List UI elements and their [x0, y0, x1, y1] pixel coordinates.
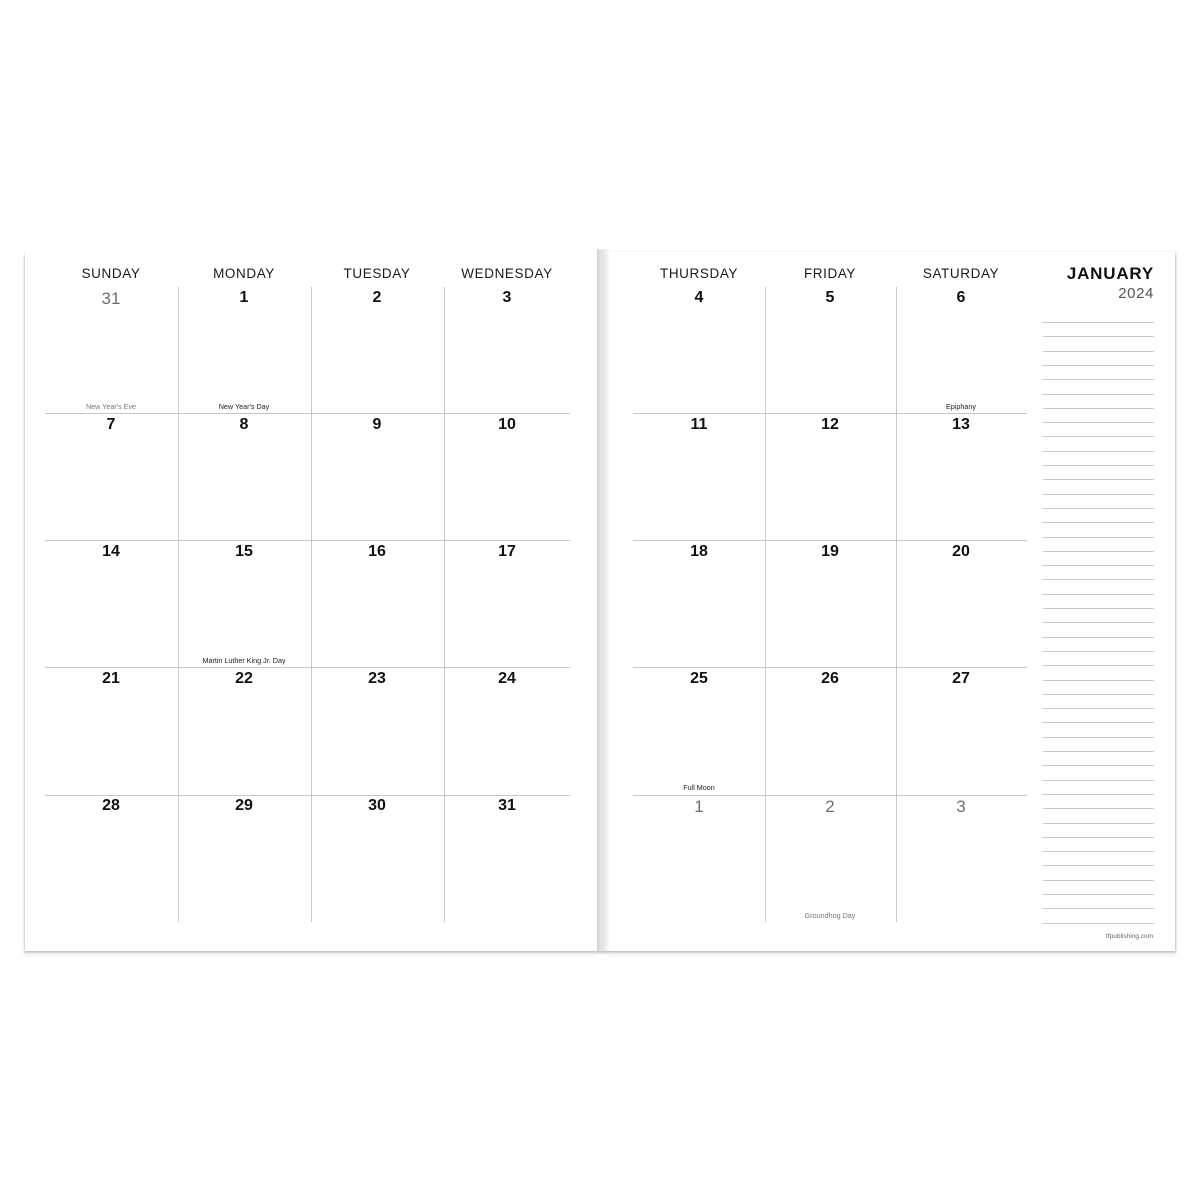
day-number: 1 [694, 797, 704, 816]
header-thursday: THURSDAY [659, 266, 739, 281]
day-number: 3 [956, 797, 966, 816]
grid-vline [178, 287, 179, 922]
note-line [1043, 665, 1154, 666]
day-number: 9 [372, 416, 382, 433]
grid-vline [444, 287, 445, 922]
day-number: 12 [821, 416, 839, 433]
day-number: 31 [101, 289, 121, 308]
holiday-label: Groundhog Day [804, 911, 856, 920]
note-line [1043, 880, 1154, 881]
day-number: 17 [498, 543, 516, 560]
note-line [1043, 608, 1154, 609]
day-number: 1 [239, 289, 249, 306]
note-line [1043, 379, 1154, 380]
note-line [1043, 422, 1154, 423]
note-line [1043, 751, 1154, 752]
day-number: 14 [102, 543, 120, 560]
note-line [1043, 351, 1154, 352]
holiday-label: Full Moon [683, 783, 715, 792]
right-page [610, 252, 1175, 951]
note-line [1043, 436, 1154, 437]
day-number: 31 [498, 797, 516, 814]
note-line [1043, 680, 1154, 681]
grid-hline [45, 667, 570, 668]
note-line [1043, 794, 1154, 795]
grid-hline [633, 413, 1027, 414]
grid-vline [311, 287, 312, 922]
note-line [1043, 765, 1154, 766]
note-line [1043, 508, 1154, 509]
day-number: 29 [235, 797, 253, 814]
day-number: 13 [952, 416, 970, 433]
day-number: 20 [952, 543, 970, 560]
publisher-url: tfpublishing.com [1106, 933, 1153, 940]
note-line [1043, 851, 1154, 852]
day-number: 30 [368, 797, 386, 814]
note-line [1043, 408, 1154, 409]
grid-vline [896, 287, 897, 922]
grid-vline [765, 287, 766, 922]
day-number: 6 [956, 289, 966, 306]
note-line [1043, 336, 1154, 337]
day-number: 3 [502, 289, 512, 306]
note-line [1043, 908, 1154, 909]
day-number: 2 [372, 289, 382, 306]
note-line [1043, 865, 1154, 866]
day-number: 28 [102, 797, 120, 814]
header-wednesday: WEDNESDAY [461, 266, 553, 281]
day-number: 27 [952, 670, 970, 687]
note-line [1043, 522, 1154, 523]
note-line [1043, 579, 1154, 580]
note-line [1043, 622, 1154, 623]
note-line [1043, 479, 1154, 480]
year-title: 2024 [1118, 285, 1154, 302]
note-line [1043, 894, 1154, 895]
day-number: 11 [690, 416, 708, 433]
holiday-label: Martin Luther King Jr. Day [202, 656, 286, 665]
note-line [1043, 837, 1154, 838]
day-number: 21 [102, 670, 120, 687]
day-number: 4 [694, 289, 704, 306]
header-sunday: SUNDAY [81, 266, 141, 281]
header-friday: FRIDAY [803, 266, 857, 281]
grid-hline [45, 795, 570, 796]
note-line [1043, 594, 1154, 595]
grid-hline [45, 540, 570, 541]
day-number: 19 [821, 543, 839, 560]
day-number: 24 [498, 670, 516, 687]
note-line [1043, 322, 1154, 323]
grid-hline [633, 795, 1027, 796]
note-line [1043, 923, 1154, 924]
day-number: 7 [106, 416, 116, 433]
holiday-label: Epiphany [946, 402, 976, 411]
header-tuesday: TUESDAY [343, 266, 411, 281]
day-number: 5 [825, 289, 835, 306]
note-line [1043, 365, 1154, 366]
holiday-label: New Year's Eve [85, 402, 137, 411]
note-line [1043, 394, 1154, 395]
day-number: 18 [690, 543, 708, 560]
day-number: 25 [690, 670, 708, 687]
day-number: 22 [235, 670, 253, 687]
month-title: JANUARY [1066, 264, 1154, 283]
grid-hline [45, 413, 570, 414]
note-line [1043, 637, 1154, 638]
note-line [1043, 465, 1154, 466]
day-number: 10 [498, 416, 516, 433]
day-number: 23 [368, 670, 386, 687]
day-number: 26 [821, 670, 839, 687]
note-line [1043, 708, 1154, 709]
note-line [1043, 722, 1154, 723]
note-line [1043, 451, 1154, 452]
note-line [1043, 551, 1154, 552]
note-line [1043, 808, 1154, 809]
note-line [1043, 537, 1154, 538]
grid-hline [633, 540, 1027, 541]
grid-hline [633, 667, 1027, 668]
header-monday: MONDAY [213, 266, 275, 281]
note-line [1043, 737, 1154, 738]
day-number: 15 [235, 543, 253, 560]
note-line [1043, 694, 1154, 695]
note-line [1043, 780, 1154, 781]
day-number: 8 [239, 416, 249, 433]
note-line [1043, 565, 1154, 566]
holiday-label: New Year's Day [218, 402, 270, 411]
binding-gutter-right [602, 249, 610, 951]
note-line [1043, 651, 1154, 652]
day-number: 2 [825, 797, 835, 816]
day-number: 16 [368, 543, 386, 560]
page-bottom-shadow [25, 951, 1175, 955]
header-saturday: SATURDAY [922, 266, 1000, 281]
note-line [1043, 494, 1154, 495]
note-line [1043, 823, 1154, 824]
